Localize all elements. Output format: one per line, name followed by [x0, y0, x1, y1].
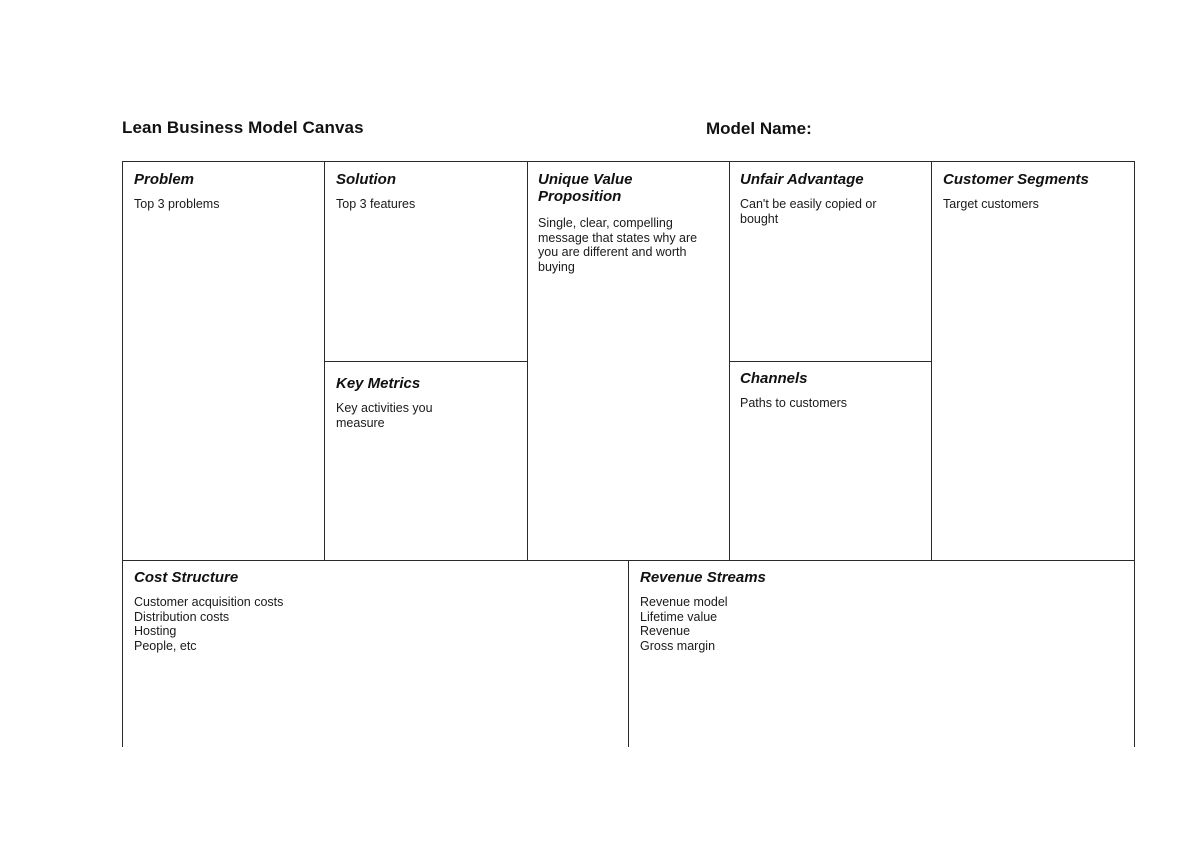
key-metrics-block [336, 375, 516, 430]
problem-title: Problem [134, 171, 195, 188]
cost-item: Distribution costs [134, 609, 230, 624]
channels-title: Channels [740, 370, 808, 387]
grid-line-left [122, 161, 123, 747]
uvp-title: Unique Value Proposition [538, 171, 633, 205]
channels-text: Paths to customers [740, 396, 847, 410]
unfair-advantage-title: Unfair Advantage [740, 171, 864, 188]
uvp-text: Single, clear, compelling message that states why are you are different and worth buying [538, 216, 698, 274]
customer-segments-title: Customer Segments [943, 171, 1089, 188]
model-name-label: Model Name: [706, 119, 812, 138]
page-title: Lean Business Model Canvas [122, 118, 364, 137]
cost-item: Customer acquisition costs [134, 595, 284, 609]
uvp-block [538, 171, 698, 274]
revenue-item: Lifetime value [640, 609, 718, 624]
grid-line-top [122, 161, 1135, 162]
customer-segments-text: Target customers [943, 197, 1039, 211]
grid-line-bottom-split [628, 560, 629, 747]
cost-structure-title: Cost Structure [134, 569, 239, 586]
grid-line-solution-split [324, 361, 528, 362]
problem-block [134, 171, 314, 212]
unfair-advantage-text: Can't be easily copied or bought [740, 197, 877, 226]
solution-title: Solution [336, 171, 396, 188]
cost-structure-block [134, 569, 614, 653]
solution-text: Top 3 features [336, 197, 416, 211]
problem-text: Top 3 problems [134, 197, 220, 211]
cost-item: People, etc [134, 638, 197, 653]
grid-line-advantage-split [729, 361, 932, 362]
key-metrics-text: Key activities you measure [336, 401, 433, 430]
unfair-advantage-block [740, 171, 920, 226]
channels-block [740, 370, 920, 411]
revenue-item: Gross margin [640, 638, 716, 653]
cost-item: Hosting [134, 624, 177, 638]
key-metrics-title: Key Metrics [336, 375, 421, 392]
customer-segments-block [943, 171, 1128, 212]
revenue-streams-title: Revenue Streams [640, 569, 766, 586]
grid-line-right [1134, 161, 1135, 747]
revenue-item: Revenue [640, 624, 691, 638]
revenue-item: Revenue model [640, 595, 728, 609]
solution-block [336, 171, 516, 212]
revenue-streams-block [640, 569, 1120, 653]
